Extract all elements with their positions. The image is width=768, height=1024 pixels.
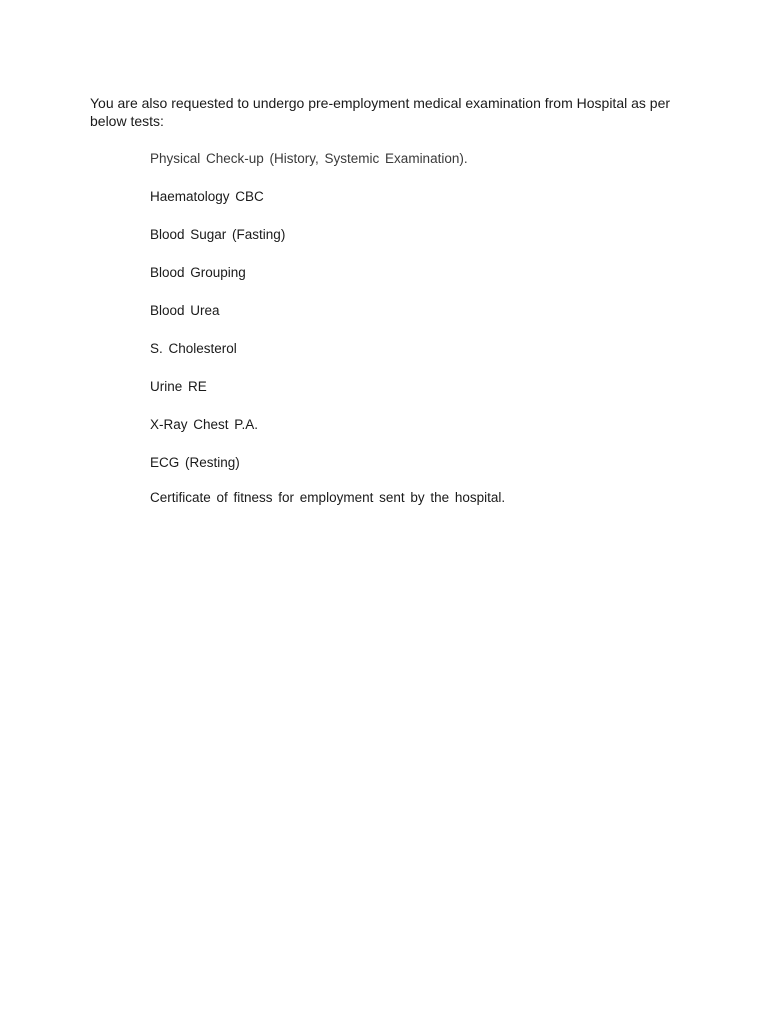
test-item-cholesterol: S. Cholesterol: [150, 341, 237, 356]
certificate-line: Certificate of fitness for employment sent by the hospital.: [150, 490, 506, 505]
test-item-xray: X-Ray Chest P.A.: [150, 417, 259, 432]
test-item-blood-urea: Blood Urea: [150, 303, 220, 318]
test-item-physical-checkup: Physical Check-up (History, Systemic Examination).: [150, 151, 468, 166]
test-item-haematology: Haematology CBC: [150, 189, 264, 204]
medical-test-list: [150, 150, 710, 492]
test-item-urine: Urine RE: [150, 379, 207, 394]
intro-paragraph: You are also requested to undergo pre-employment medical examination from Hospital as per below tests:: [90, 95, 671, 129]
test-item-blood-grouping: Blood Grouping: [150, 265, 246, 280]
test-item-blood-sugar: Blood Sugar (Fasting): [150, 227, 286, 242]
test-item-ecg: ECG (Resting): [150, 455, 240, 470]
